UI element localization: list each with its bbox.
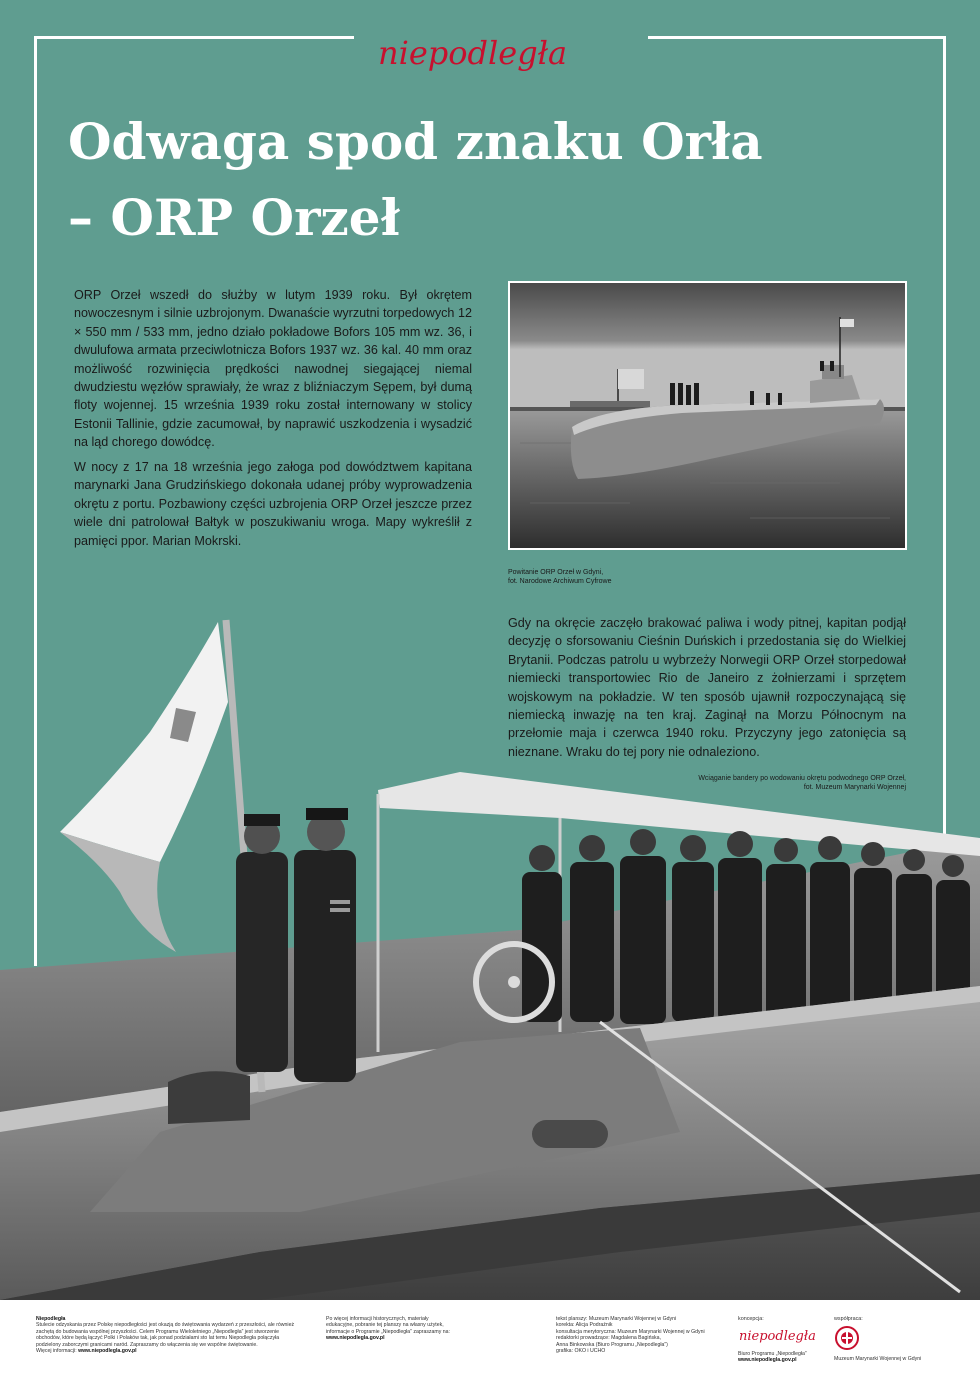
svg-text:niepodległa: niepodległa: [378, 34, 568, 72]
footer-credits: tekst planszy: Muzeum Marynarki Wojennej w Gdyni korekta: Alicja Podraźnik konsultacja merytoryczna: Muzeum Marynarki Wojennej w Gdyni redaktorki prowadzące: Magdalena Bagińska, Anna Binkowska (Biuro Programu „Niepodległa”) grafika: OKO i UCHO: [556, 1316, 705, 1355]
svg-text:niepodległa: niepodległa: [739, 1329, 816, 1345]
paragraph-2: W nocy z 17 na 18 września jego załoga pod dowództwem kapitana marynarki Jana Grudzińskiego dokonała udanej próby wyprowadzenia okrętu z portu. Pozbawiony części uzbrojenia ORP Orzeł jeszcze przez wiele dni patrolował Bałtyk w poszukiwaniu wroga. Mapy wykreślił z pamięci ppor. Marian Mokrski.: [74, 460, 472, 548]
museum-emblem-icon: [834, 1325, 860, 1351]
page-title: [68, 104, 928, 256]
footer-about: Niepodległa Stulecie odzyskania przez Polskę niepodległości jest okazją do świętowania wydarzeń z przeszłości, ale również zachętą do budowania wspólnej przyszłości. Celem Programu Wieloletniego „Niepodległa” jest stworzenie obchodów, które będą łączyć Polki i Polaków tak, jak ponad podziałami sto lat temu Niepodległa połączyła podzielony zaborczymi granicami naród. Zapraszamy do włączenia się we wspólne świętowanie. Więcej informacji: www.niepodlegla.gov.pl: [36, 1316, 295, 1355]
photo-submarine-arrival: [508, 281, 907, 550]
niepodlegla-logo-small: [738, 1322, 824, 1348]
title-line-2: – ORP Orzeł: [68, 188, 400, 247]
paragraph-3: Gdy na okręcie zaczęło brakować paliwa i wody pitnej, kapitan podjął decyzję o sforsowaniu Cieśnin Duńskich i przedostania się do Wielkiej Brytanii. Podczas patrolu u wybrzeży Norwegii ORP Orzeł storpedował niemiecki transportowiec Rio de Janeiro z żołnierzami i sprzętem wojskowym na pokładzie. W ten sposób ujawnił rozpoczynającą się niemiecką inwazję na ten kraj. Zaginął na Morzu Północnym na przełomie maja i czerwca 1940 roku. Przyczyny jego zatonięcia są nieznane. Wraku do tej pory nie odnaleziono.: [508, 616, 906, 759]
footer-cooperation: współpraca: Muzeum Marynarki Wojennej w Gdyni: [834, 1316, 922, 1362]
footer-link-1[interactable]: www.niepodlegla.gov.pl: [78, 1348, 137, 1355]
footer-more-info: Po więcej informacji historycznych, materiały edukacyjne, pobranie tej planszy na własny użytek, informacje o Programie „Niepodległa” zapraszamy na: www.niepodlegla.gov.pl: [326, 1316, 450, 1342]
footer-concept: koncepcja: niepodległa Biuro Programu „Niepodległa” www.niepodlegla.gov.pl: [738, 1316, 828, 1364]
niepodlegla-logo: [372, 28, 612, 78]
frame-line-top-right: [648, 36, 946, 39]
paragraph-1: ORP Orzeł wszedł do służby w lutym 1939 roku. Był okrętem nowoczesnym i silnie uzbrojonym. Dwanaście wyrzutni torpedowych 12 × 550 mm / 533 mm, jedno działo pokładowe Bofors 105 mm wz. 36, i dwulufowa armata przeciwlotnicza Bofors 1937 wz. 36 kal. 40 mm oraz możliwość rozwinięcia prędkości nawodnej siegającej niemal dwudziestu węzłów sprawiały, że wraz z bliźniaczym Sępem, był dumą floty wojennej. 15 września 1939 roku został internowany w stolicy Estonii Tallinie, gdzie zacumował, by naprawić uszkodzenia i wysadzić na ląd chorego dowódcę.: [74, 288, 472, 450]
photo2-caption: Wciąganie bandery po wodowaniu okrętu podwodnego ORP Orzeł, fot. Muzeum Marynarki Wojennej: [698, 775, 906, 791]
photo-flag-raising: [0, 612, 980, 1300]
photo1-caption: Powitanie ORP Orzeł w Gdyni, fot. Narodowe Archiwum Cyfrowe: [508, 569, 612, 585]
footer: [0, 1300, 980, 1400]
frame-line-top-left: [34, 36, 354, 39]
title-line-1: Odwaga spod znaku Orła: [68, 112, 763, 171]
footer-link-2[interactable]: www.niepodlegla.gov.pl: [326, 1335, 385, 1342]
footer-link-3[interactable]: www.niepodlegla.gov.pl: [738, 1357, 797, 1364]
